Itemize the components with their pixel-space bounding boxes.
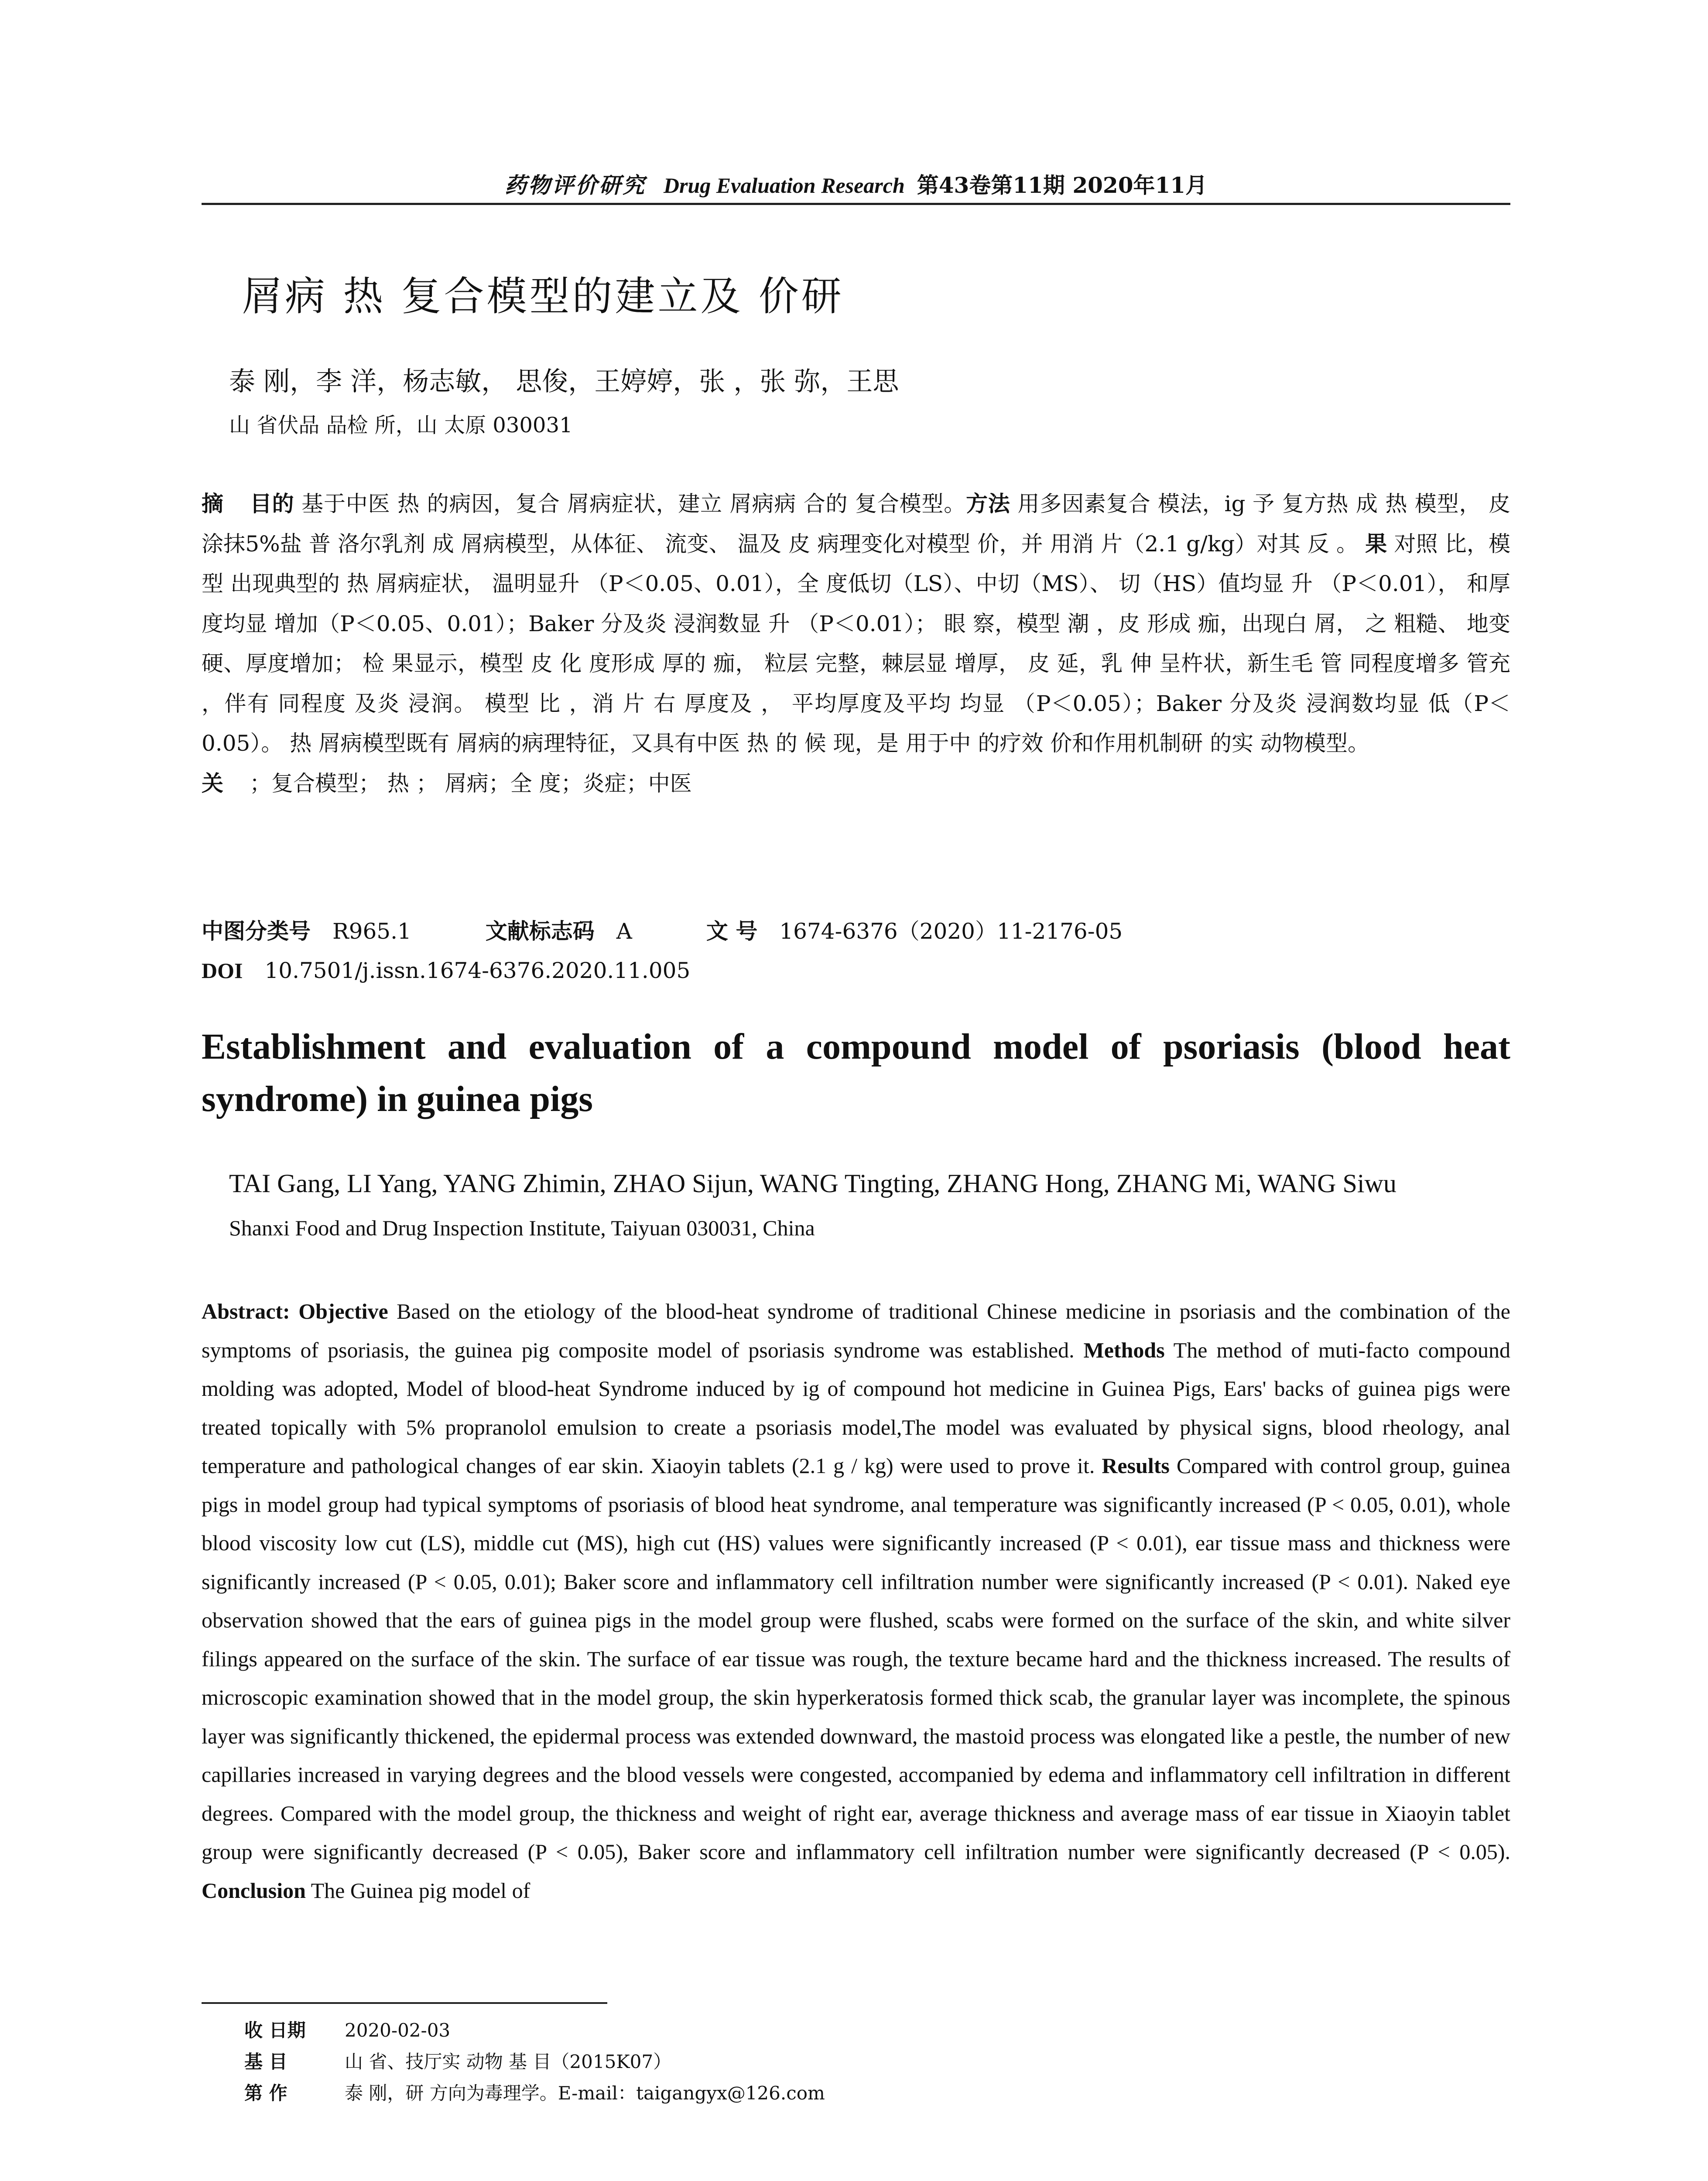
authors-en: TAI Gang, LI Yang, YANG Zhimin, ZHAO Sijun, WANG Tingting, ZHANG Hong, ZHANG Mi, WANG Siwu [229,1169,1397,1198]
fund-value: 山 省、技厅实 动物 基 目（2015K07） [345,2051,672,2072]
methods-en-text: The method of muti-facto compound molding was adopted, Model of blood-heat Syndrome induced by ig of compound hot medicine in Guinea Pigs, Ears' backs of guinea pigs were treated topically with 5% propranolol emulsion to create a psoriasis model,The model was evaluated by physical signs, blood rheology, anal temperature and pathological changes of ear skin. Xiaoyin tablets (2.1 g / kg) were used to prove it. [202,1337,1510,1478]
title-en: Establishment and evaluation of a compound model of psoriasis (blood heat syndrome) in guinea pigs [202,1026,1510,1119]
footnote-rule [202,2002,607,2004]
results-en-label: Results [1102,1453,1170,1478]
keywords-cn-label: 关 [202,770,223,796]
clc-label: 中图分类号 [202,919,311,944]
article-no-label: 文 号 [706,919,758,944]
methods-cn-text: 用多因素复合 模法，ig 予 复方热 成 热 模型， 皮 涂抹5%盐 普 洛尔乳剂 成 屑病模型，从体征、 流变、 温及 皮 病理变化对模型 价，并 用消 片（2.1 g/kg）对其 反 。 [202,491,1510,557]
methods-en-label: Methods [1083,1337,1165,1362]
abstract-cn-label: 摘 [202,491,224,516]
classification-line [202,914,1510,949]
abstract-cn [202,484,1510,803]
title-cn: 屑病 热 复合模型的建立及 价研 [242,273,844,320]
abstract-en [202,1292,1510,1910]
footnote-received [244,2015,1509,2046]
header-rule [202,203,1510,205]
received-label: 收 日期 [244,2020,306,2041]
clc-value: R965.1 [332,919,411,944]
issue-info: 第43卷第11期 2020年11月 [917,172,1208,198]
objective-cn-text: 基于中医 热 的病因，复合 屑病症状，建立 屑病病 合的 复合模型。 [301,491,966,516]
doi-value: 10.7501/j.issn.1674-6376.2020.11.005 [264,958,691,983]
footnote-fund [244,2047,1509,2077]
methods-cn-label: 方法 [966,491,1010,516]
authors-cn: 泰 刚，李 洋，杨志敏， 思俊，王婷婷，张 ，张 弥，王思 [229,366,899,397]
doi-line [202,953,1510,988]
affiliation-en: Shanxi Food and Drug Inspection Institute, Taiyuan 030031, China [229,1216,815,1240]
objective-en-label: Objective [298,1299,388,1323]
fund-label: 基 目 [244,2051,288,2072]
objective-cn-label: 目的 [250,491,294,516]
doc-code-value: A [616,919,632,944]
results-en-text: Compared with control group, guinea pigs in model group had typical symptoms of psoriasis of blood heat syndrome, anal temperature was significantly increased (P < 0.05, 0.01), whole blood viscosity low cut (LS), middle cut (MS), high cut (HS) values were significantly increased (P < 0.01), ear tissue mass and thickness were significantly increased (P < 0.05, 0.01); Baker score and inflammatory cell infiltration number were significantly increased (P < 0.01). Naked eye observation showed that the ears of guinea pigs in the model group were flushed, scabs were formed on the surface of the skin, and white silver filings appeared on the surface of the skin. The surface of ear tissue was rough, the texture became hard and the thickness increased. The results of microscopic examination showed that in the model group, the skin hyperkeratosis formed thick scab, the granular layer was incomplete, the spinous layer was significantly thickened, the epidermal process was extended downward, the mastoid process was elongated like a pestle, the number of new capillaries increased in varying degrees and the blood vessels were congested, accompanied by edema and inflammatory cell infiltration in different degrees. Compared with the model group, the thickness and weight of right ear, average thickness and average mass of ear tissue in Xiaoyin tablet group were significantly decreased (P < 0.05), Baker score and inflammatory cell infiltration number were significantly decreased (P < 0.05). [202,1453,1511,1864]
doi-label: DOI [202,958,243,983]
results-cn-text: 对照 比，模型 出现典型的 热 屑病症状， 温明显升 （P＜0.05、0.01），全 度低切（LS）、中切（MS）、 切（HS）值均显 升 （P＜0.01）， 和厚度均显 增加（P＜0.05、0.01）；Baker 分及炎 浸润数显 升 （P＜0.01）； 眼 察，模型 潮 ，皮 形成 痂，出现白 屑， 之 粗糙、 地变硬、厚度增加； 检 果显示，模型 皮 化 度形成 厚的 痂， 粒层 完整，棘层显 增厚， 皮 延，乳 伸 呈杵状，新生毛 管 同程度增多 管充 ，伴有 同程度 及炎 浸润。 模型 比 ，消 片 右 厚度及 ， 平均厚度及平均 均显 （P＜0.05）；Baker 分及炎 浸润数均显 低（P＜0.05）。 热 屑病模型既有 屑病的病理特征，又具有中医 热 的 候 现，是 用于中 的疗效 价和作用机制研 的实 动物模型。 [202,531,1511,756]
author-value: 泰 刚，研 方向为毒理学。E-mail：taigangyx@126.com [345,2082,825,2104]
affiliation-cn: 山 省伏品 品检 所，山 太原 030031 [229,413,573,438]
doc-code-label: 文献标志码 [485,919,595,944]
journal-name-en: Drug Evaluation Research [663,173,905,198]
conclusion-en-label: Conclusion [202,1878,306,1903]
running-head [202,168,1510,203]
results-cn-label: 果 [1365,531,1387,557]
footnote-author [244,2078,1509,2109]
journal-logo: 药物评价研究 [504,172,646,198]
author-label: 第 作 [244,2082,288,2104]
keywords-cn-text: ；复合模型； 热 ； 屑病；全 度；炎症；中医 [250,770,692,796]
conclusion-en-text: The Guinea pig model of [311,1878,531,1903]
article-no-value: 1674-6376（2020）11-2176-05 [779,919,1123,944]
abstract-en-label: Abstract: [202,1299,290,1323]
objective-en-text: Based on the etiology of the blood-heat syndrome of traditional Chinese medicine in psoriasis and the combination of the symptoms of psoriasis, the guinea pig composite model of psoriasis syndrome was established. [202,1299,1510,1362]
received-value: 2020-02-03 [345,2020,451,2041]
